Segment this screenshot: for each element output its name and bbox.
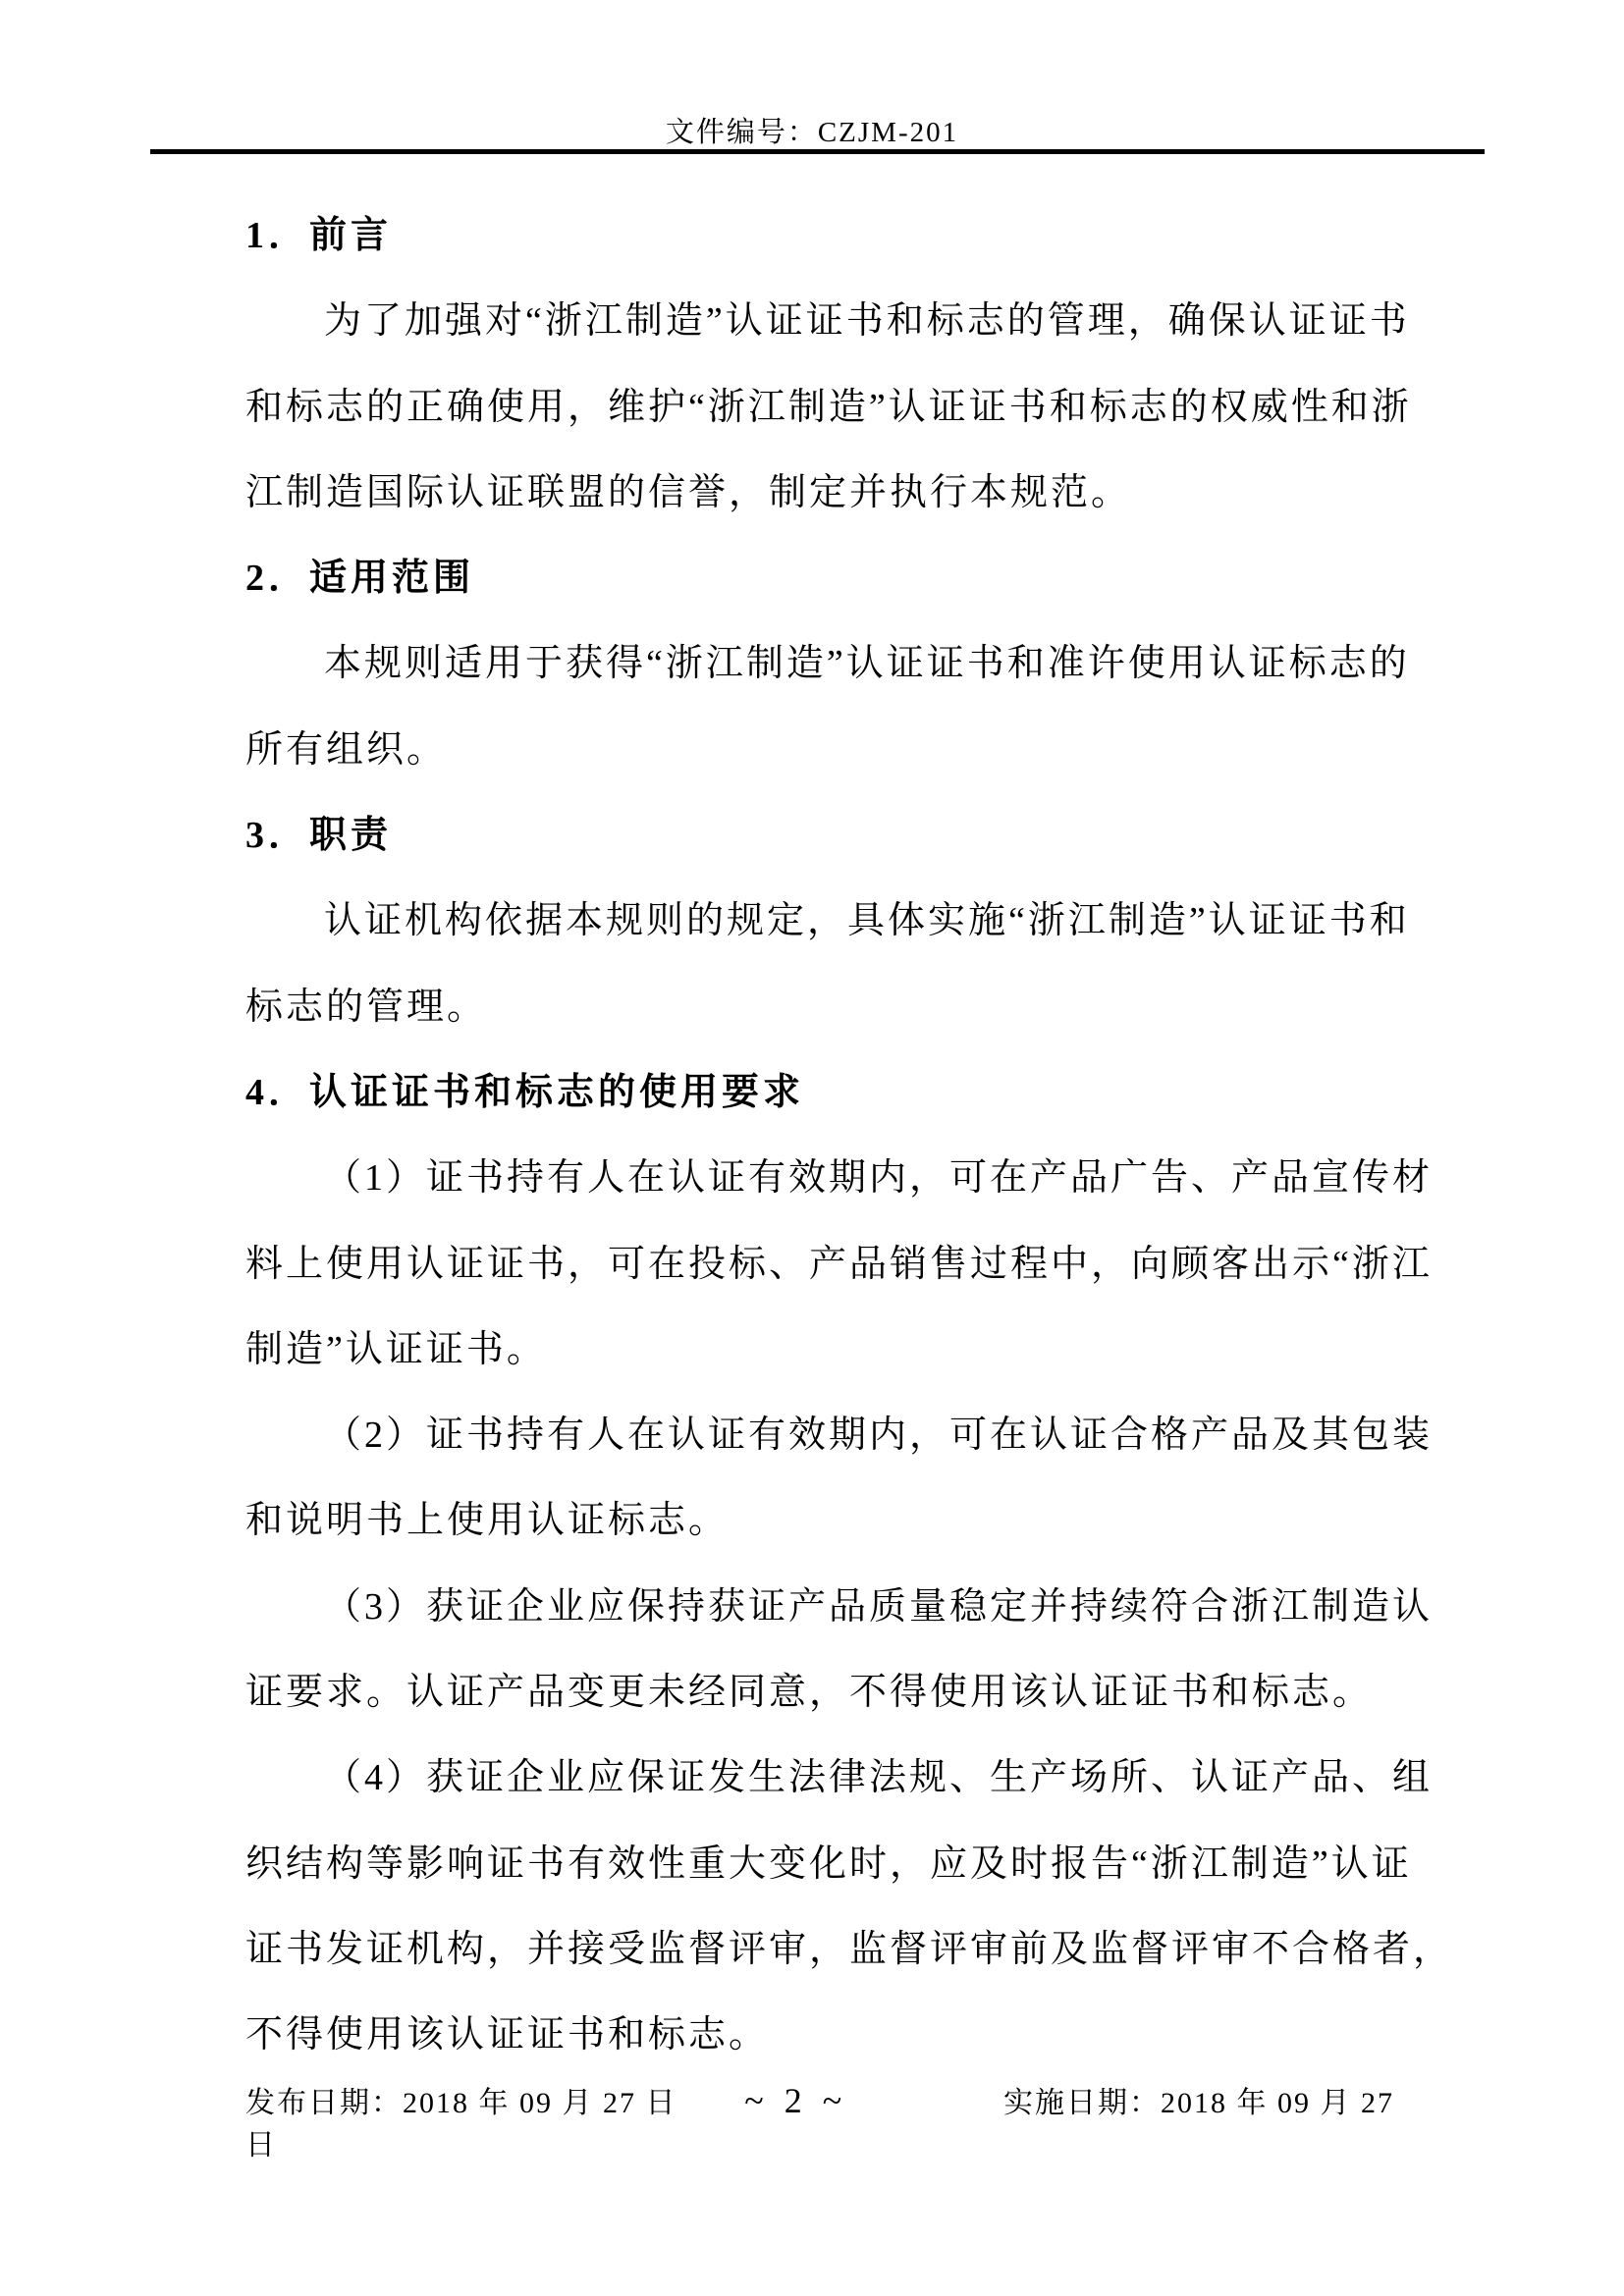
paragraph-line: 不得使用该认证证书和标志。 — [245, 2014, 770, 2056]
paragraph-line: 和标志的正确使用，维护“浙江制造”认证证书和标志的权威性和浙 — [245, 386, 1412, 428]
paragraph-line: 所有组织。 — [245, 728, 448, 771]
paragraph-line: （2）证书持有人在认证有效期内，可在认证合格产品及其包装 — [324, 1415, 1434, 1457]
paragraph-line: 和说明书上使用认证标志。 — [245, 1500, 730, 1542]
footer-row — [245, 2079, 1463, 2125]
paragraph-line: 为了加强对“浙江制造”认证证书和标志的管理，确保认证证书 — [324, 300, 1410, 343]
header-rule — [150, 149, 1485, 154]
paragraph-line: 证要求。认证产品变更未经同意，不得使用该认证证书和标志。 — [245, 1672, 1374, 1714]
page-footer — [245, 2079, 1463, 2166]
implement-date-label: 实施日期：2018 年 09 月 27 — [1002, 2087, 1394, 2119]
paragraph-line: 标志的管理。 — [245, 986, 488, 1028]
section-heading: 4．认证证书和标志的使用要求 — [245, 1071, 805, 1113]
paragraph-line: （3）获证企业应保持获证产品质量稳定并持续符合浙江制造认 — [324, 1585, 1434, 1628]
section-heading: 2．适用范围 — [245, 558, 475, 600]
paragraph-line: 江制造国际认证联盟的信誉，制定并执行本规范。 — [245, 471, 1132, 513]
paragraph-line: （4）获证企业应保证发生法律法规、生产场所、认证产品、组 — [324, 1757, 1434, 1799]
doc-number-label: 文件编号：CZJM-201 — [665, 117, 959, 148]
paragraph-line: 制造”认证证书。 — [245, 1328, 547, 1370]
paragraph-line: 本规则适用于获得“浙江制造”认证证书和准许使用认证标志的 — [324, 643, 1410, 685]
section-heading: 3．职责 — [245, 815, 393, 857]
section-heading: 1．前言 — [245, 215, 393, 256]
paragraph-line: 织结构等影响证书有效性重大变化时，应及时报告“浙江制造”认证 — [245, 1842, 1412, 1885]
implement-date-wrapped-char: 日 — [245, 2129, 277, 2162]
paragraph-line: 证书发证机构，并接受监督评审，监督评审前及监督评审不合格者， — [245, 1928, 1454, 1970]
document-body — [245, 193, 1468, 2079]
paragraph-line: 认证机构依据本规则的规定，具体实施“浙江制造”认证证书和 — [324, 900, 1410, 942]
paragraph-line: （1）证书持有人在认证有效期内，可在产品广告、产品宣传材 — [324, 1157, 1434, 1200]
release-date-label: 发布日期：2018 年 09 月 27 日 — [245, 2087, 677, 2119]
page-number: ~ 2 ~ — [744, 2081, 848, 2120]
paragraph-line: 料上使用认证证书，可在投标、产品销售过程中，向顾客出示“浙江 — [245, 1243, 1433, 1285]
